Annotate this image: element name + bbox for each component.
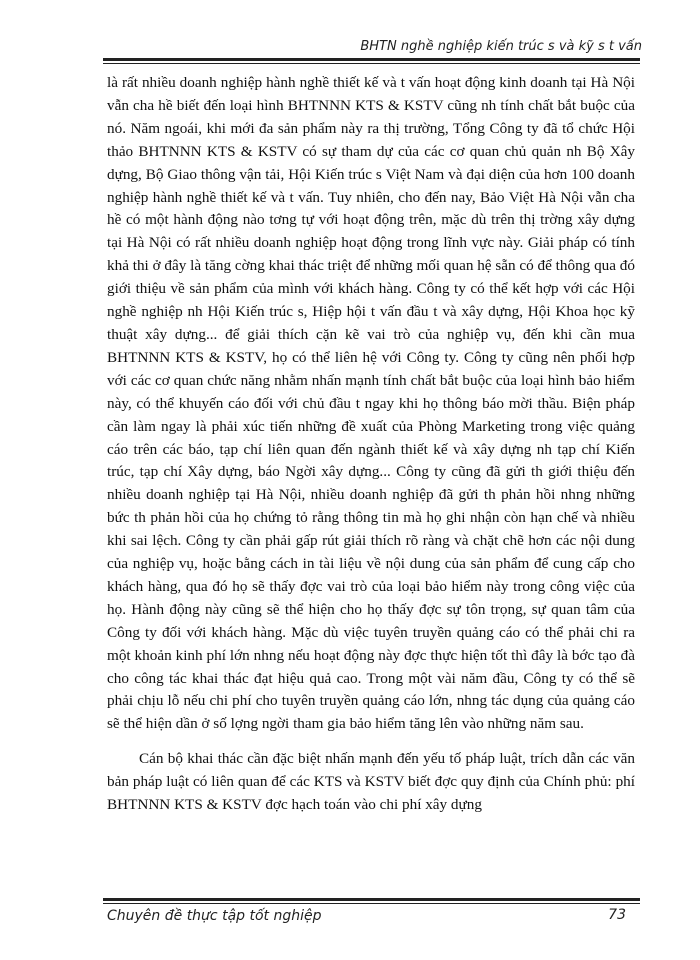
- body-text: [107, 72, 635, 817]
- header-rule: [103, 58, 640, 61]
- footer-rule: [103, 898, 640, 901]
- page-number: 73: [608, 907, 626, 923]
- paragraph-1: là rất nhiều doanh nghiệp hành nghề thiết kế và t vấn hoạt động kinh doanh tại Hà Nội vẫn cha hề biết đến loại hình BHTNNN KTS & KSTV cũng nh tính chất bắt buộc của nó. Năm ngoái, khi mới đa sản phẩm này ra thị trường, Tổng Công ty đã tổ chức Hội thảo BHTNNN KTS & KSTV có sự tham dự của các cơ quan chủ quản nh Bộ Xây dựng, Bộ Giao thông vận tải, Hội Kiến trúc s Việt Nam và đại diện của hơn 100 doanh nghiệp hành nghề thiết kế và t vấn. Tuy nhiên, cho đến nay, Bảo Việt Hà Nội vẫn cha hề có một hành động nào tơng tự với hoạt động trên, mặc dù trên thị trờng xây dựng tại Hà Nội có rất nhiều doanh nghiệp hoạt động trong lĩnh vực này. Giải pháp có tính khả thi ở đây là tăng cờng khai thác triệt để những mối quan hệ sẵn có để thông qua đó giới thiệu về sản phẩm của mình với khách hàng. Công ty có thể kết hợp với các Hội nghề nghiệp nh Hội Kiến trúc s, Hiệp hội t vấn đầu t và xây dựng, Hội Khoa học kỹ thuật xây dựng... để giải thích cặn kẽ vai trò của nghiệp vụ, đến khi cần mua BHTNNN KTS & KSTV, họ có thể liên hệ với Công ty. Công ty cũng nên phối hợp với các cơ quan chức năng nhằm nhấn mạnh tính chất bắt buộc của loại hình bảo hiểm này, có thể khuyến cáo đối với chủ đầu t ngay khi họ thông báo mời thầu. Biện pháp cần làm ngay là phải xúc tiến những đề xuất của Phòng Marketing trong việc quảng cáo trên các báo, tạp chí liên quan đến ngành thiết kế và xây dựng nh tạp chí Kiến trúc, tạp chí Xây dựng, báo Ngời xây dựng... Công ty cũng đã gửi th giới thiệu đến nhiều doanh nghiệp tại Hà Nội, nhiều doanh nghiệp đã gửi th phản hồi nhng những bức th phản hồi của họ chứng tỏ rằng thông tin mà họ ghi nhận còn hạn chế và nhiều khi sai lệch. Công ty cần phải gấp rút giải thích rõ ràng và chặt chẽ hơn các nội dung của nghiệp vụ, hoặc bằng cách in tài liệu về nội dung của sản phẩm để cung cấp cho khách hàng, qua đó họ sẽ thấy đợc vai trò của loại bảo hiểm này trong công việc của họ. Hành động này cũng sẽ thể hiện cho họ thấy đợc sự tôn trọng, sự quan tâm của Công ty đối với khách hàng. Mặc dù việc tuyên truyền quảng cáo có thể phải chi ra một khoản kinh phí lớn nhng nếu hoạt động này đợc thực hiện tốt thì đây là bớc tạo đà cho công tác khai thác đạt hiệu quả cao. Trong một vài năm đầu, Công ty có thể sẽ phải chịu lỗ nếu chi phí cho tuyên truyền quảng cáo lớn, nhng tác dụng của quảng cáo sẽ thể hiện dần ở số lợng ngời tham gia bảo hiểm tăng lên vào những năm sau.: [107, 74, 635, 733]
- paragraph-2: Cán bộ khai thác cần đặc biệt nhấn mạnh đến yếu tố pháp luật, trích dẫn các văn bản pháp luật có liên quan để các KTS và KSTV biết đợc quy định của Chính phủ: phí BHTNNN KTS & KSTV đợc hạch toán vào chi phí xây dựng: [107, 750, 635, 814]
- footer-rule-thin: [103, 903, 640, 904]
- running-header: BHTN nghề nghiệp kiến trúc s và kỹ s t vấn: [360, 39, 642, 54]
- footer-document-title: Chuyên đề thực tập tốt nghiệp: [107, 908, 322, 924]
- header-rule-thin: [103, 63, 640, 64]
